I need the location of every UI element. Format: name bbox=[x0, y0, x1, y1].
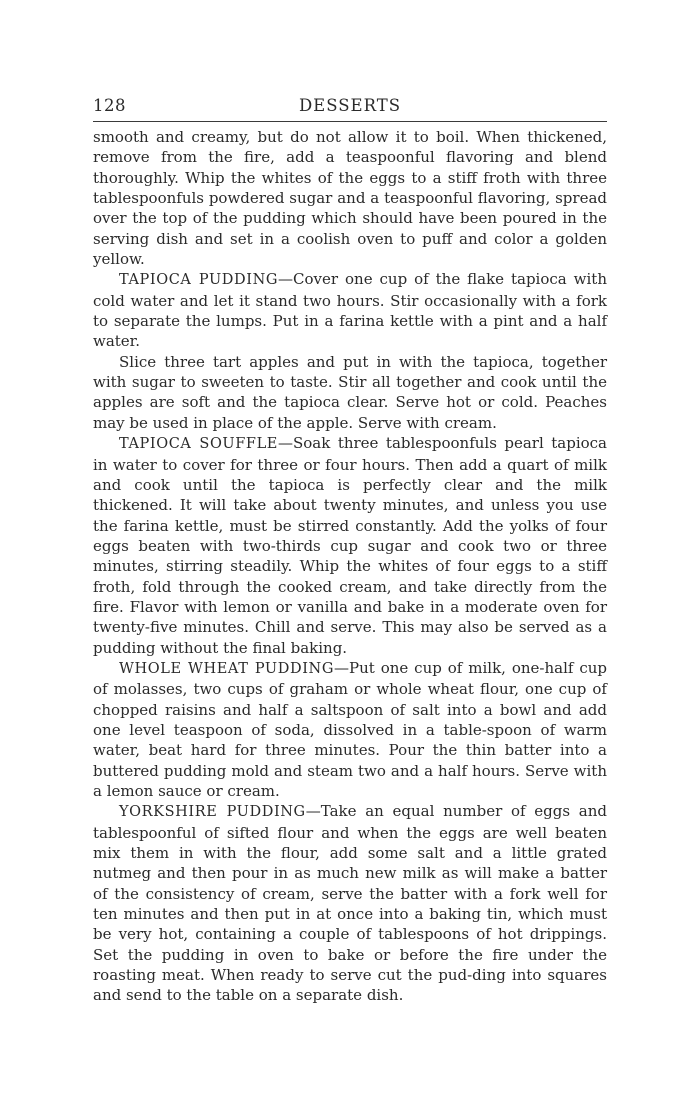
book-page bbox=[93, 96, 607, 1006]
recipe-title: TAPIOCA SOUFFLE bbox=[119, 436, 278, 453]
recipe-title: YORKSHIRE PUDDING bbox=[119, 804, 306, 821]
paragraph-tapioca-continued bbox=[93, 352, 607, 433]
recipe-yorkshire-pudding: YORKSHIRE PUDDING—Take an equal number of eggs and tablespoonful of sifted flour and when the eggs are well beaten mix them in with the flour, add some salt and a little grated nutmeg and then pour in as much new milk as will make a batter of the consistency of cream, serve the batter with a fork well for ten minutes and then put in at once into a baking tin, which must be very hot, containing a couple of tablespoons of hot drippings. Set the pudding in oven to bake or before the fire under the roasting meat. When ready to serve cut the pud-ding into squares and send to the table on a separate dish. bbox=[93, 802, 607, 1005]
paragraph-text: smooth and creamy, but do not allow it to boil. When thickened, remove from the fire, add a teaspoonful flavoring and blend thoroughly. Whip the whites of the eggs to a stiff froth with three tablespoonfuls powdered sugar and a teaspoonful flavoring, spread over the top of the pudding which should have been poured in the serving dish and set in a coolish oven to puff and color a golden yellow. bbox=[93, 128, 607, 269]
paragraph-text: Slice three tart apples and put in with the tapioca, together with sugar to sweeten to taste. Stir all together and cook until the apples are soft and the tapioca clear. Serve hot or cold. Peaches may be used in place of the apple. Serve with cream. bbox=[93, 352, 607, 432]
header-rule bbox=[93, 121, 607, 122]
running-head bbox=[93, 96, 607, 118]
section-title: DESSERTS bbox=[298, 96, 402, 115]
recipe-tapioca-souffle: TAPIOCA SOUFFLE—Soak three tablespoonfuls pearl tapioca in water to cover for three or four hours. Then add a quart of milk and cook until the tapioca is perfectly clear and the milk thickened. It will take about twenty minutes, and unless you use the farina kettle, must be stirred constantly. Add the yolks of four eggs beaten with two-thirds cup sugar and cook two or three minutes, stirring steadily. Whip the whites of four eggs to a stiff froth, fold through the cooked cream, and take directly from the fire. Flavor with lemon or vanilla and bake in a moderate oven for twenty-five minutes. Chill and serve. This may also be served as a pudding without the final baking. bbox=[93, 434, 607, 657]
paragraph-continuation bbox=[93, 127, 607, 269]
recipe-whole-wheat-pudding: WHOLE WHEAT PUDDING—Put one cup of milk, one-half cup of molasses, two cups of graham or whole wheat flour, one cup of chopped raisins and half a saltspoon of salt into a bowl and add one level teaspoon of soda, dissolved in a table-spoon of warm water, beat hard for three minutes. Pour the thin batter into a buttered pudding mold and steam two and a half hours. Serve with a lemon sauce or cream. bbox=[93, 658, 607, 800]
paragraph-text: Soak three tablespoonfuls pearl tapioca in water to cover for three or four hours. Then add a quart of milk and cook until the tapioca is perfectly clear and the milk thickened. It will take about twenty minutes, and unless you use the farina kettle, must be stirred constantly. Add the yolks of four eggs beaten with two-thirds cup sugar and cook two or three minutes, stirring steadily. Whip the whites of four eggs to a stiff froth, fold through the cooked cream, and take directly from the fire. Flavor with lemon or vanilla and bake in a moderate oven for twenty-five minutes. Chill and serve. This may also be served as a pudding without the final baking. bbox=[93, 434, 607, 657]
page-number: 128 bbox=[93, 96, 126, 115]
paragraph-text: Put one cup of milk, one-half cup of molasses, two cups of graham or whole wheat flour, one cup of chopped raisins and half a saltspoon of salt into a bowl and add one level teaspoon of soda, dissolved in a table-spoon of warm water, beat hard for three minutes. Pour the thin batter into a buttered pudding mold and steam two and a half hours. Serve with a lemon sauce or cream. bbox=[93, 658, 607, 800]
paragraph-text: Cover one cup of the flake tapioca with cold water and let it stand two hours. Stir occasionally with a fork to separate the lumps. Put in a farina kettle with a pint and a half water. bbox=[93, 270, 607, 351]
recipe-tapioca-pudding: TAPIOCA PUDDING—Cover one cup of the flake tapioca with cold water and let it stand two hours. Stir occasionally with a fork to separate the lumps. Put in a farina kettle with a pint and a half water. bbox=[93, 270, 607, 351]
body-text bbox=[93, 127, 607, 1006]
recipe-title: TAPIOCA PUDDING bbox=[119, 272, 279, 289]
recipe-title: WHOLE WHEAT PUDDING bbox=[119, 660, 335, 677]
paragraph-text: Take an equal number of eggs and tablespoonful of sifted flour and when the eggs are well beaten mix them in with the flour, add some salt and a little grated nutmeg and then pour in as much new milk as will make a batter of the consistency of cream, serve the batter with a fork well for ten minutes and then put in at once into a baking tin, which must be very hot, containing a couple of tablespoons of hot drippings. Set the pudding in oven to bake or before the fire under the roasting meat. When ready to serve cut the pud-ding into squares and send to the table on a separate dish. bbox=[93, 802, 607, 1005]
